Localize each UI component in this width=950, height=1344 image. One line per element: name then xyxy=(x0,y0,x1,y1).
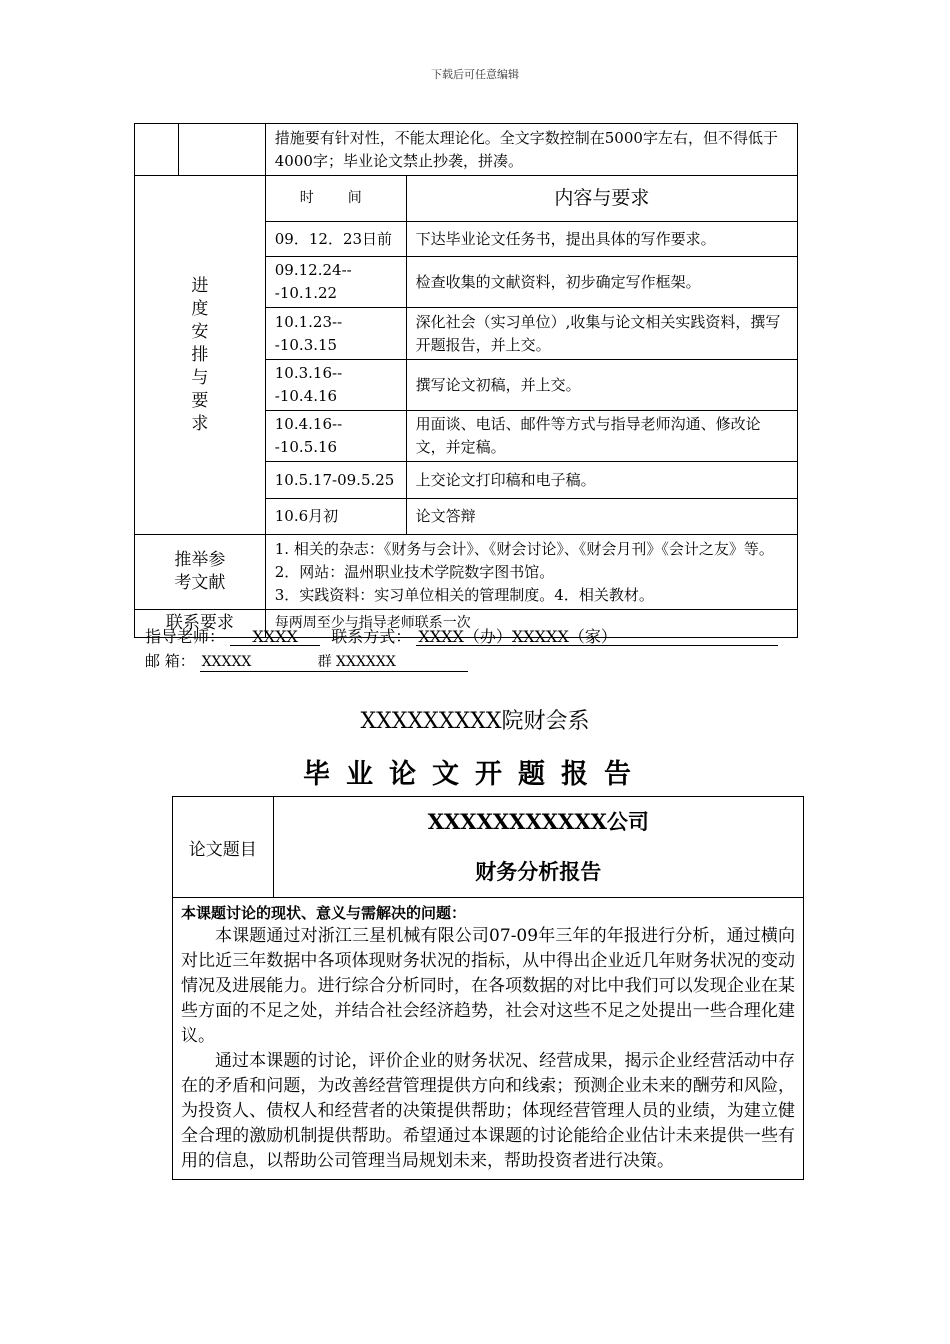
paragraph: 本课题通过对浙江三星机械有限公司07-09年三年的年报进行分析，通过横向对比近三年数据中各项体现财务状况的指标，从中得出企业近几年财务状况的变动情况及进展能力。进行综合分析同时，在各项数据的对比中我们可以发现企业在某些方面的不足之处，并结合社会经济趋势，社会对这些不足之处提出一些合理化建议。 xyxy=(181,926,795,1046)
schedule-time: 10.4.16---10.5.16 xyxy=(265,411,406,462)
proposal-table xyxy=(172,796,804,1180)
section-heading: 本课题讨论的现状、意义与需解决的问题： xyxy=(181,904,467,922)
schedule-content: 论文答辩 xyxy=(406,499,797,535)
content-header: 内容与要求 xyxy=(406,176,797,222)
references-content: 1. 相关的杂志：《财务与会计》、《财会讨论》、《财会月刊》《会计之友》等。2．网站：温州职业技术学院数字图书馆。 3．实践资料：实习单位相关的管理制度。4．相关教材。 xyxy=(265,535,797,610)
references-label: 推举参 考文献 xyxy=(135,535,266,610)
qq-group: 群 XXXXXX xyxy=(316,654,468,672)
empty-cell xyxy=(178,124,265,176)
contact-requirement-value: 每两周至少与指导老师联系一次 xyxy=(265,610,797,638)
schedule-header-row xyxy=(135,176,798,222)
email-label: 邮 箱： xyxy=(145,652,195,670)
schedule-time: 10.6月初 xyxy=(265,499,406,535)
schedule-time: 09.12.24---10.1.22 xyxy=(265,257,406,308)
schedule-time: 10.5.17-09.5.25 xyxy=(265,462,406,499)
topic-row xyxy=(173,797,804,898)
paragraph: 通过本课题的讨论，评价企业的财务状况、经营成果，揭示企业经营活动中存在的矛盾和问题，为改善经营管理提供方向和线索；预测企业未来的酬劳和风险，为投资人、债权人和经营者的决策提供帮助；体现经营管理人员的业绩，为建立健全合理的激励机制提供帮助。希望通过本课题的讨论能给企业估计未来提供一些有用的信息，以帮助公司管理当局规划未来，帮助投资者进行决策。 xyxy=(181,1051,795,1171)
contact-requirement-label: 联系要求 xyxy=(135,610,266,638)
note-row xyxy=(135,124,798,176)
progress-label: 进 度 安 排 与 要 求 xyxy=(135,176,266,535)
time-header: 时 间 xyxy=(265,176,406,222)
schedule-content: 下达毕业论文任务书，提出具体的写作要求。 xyxy=(406,222,797,257)
advisor-label: 指导老师： xyxy=(145,627,226,646)
department-title: XXXXXXXXX院财会系 xyxy=(360,709,590,734)
email-line xyxy=(145,650,468,672)
topic-label: 论文题目 xyxy=(173,797,274,898)
advisor-value: XXXX xyxy=(230,628,320,646)
references-row xyxy=(135,535,798,610)
contact-label: 联系方式： xyxy=(331,627,412,646)
schedule-time: 10.1.23---10.3.15 xyxy=(265,308,406,360)
schedule-content: 撰写论文初稿，并上交。 xyxy=(406,360,797,411)
body-row xyxy=(173,898,804,1180)
schedule-time: 09．12．23日前 xyxy=(265,222,406,257)
topic-value: XXXXXXXXXXX公司 财务分析报告 xyxy=(273,797,803,898)
advisor-line xyxy=(145,624,778,647)
email-value: XXXXX xyxy=(200,654,316,672)
requirements-note: 措施要有针对性，不能太理论化。全文字数控制在5000字左右，但不得低于4000字；毕业论文禁止抄袭，拼凑。 xyxy=(265,124,797,176)
schedule-time: 10.3.16---10.4.16 xyxy=(265,360,406,411)
contact-value: XXXX（办）XXXXX（家） xyxy=(416,628,778,646)
schedule-content: 用面谈、电话、邮件等方式与指导老师沟通、修改论文，并定稿。 xyxy=(406,411,797,462)
header-note: 下载后可任意编辑 xyxy=(431,68,519,81)
empty-cell xyxy=(135,124,179,176)
report-title: 毕业论文开题报告 xyxy=(303,759,647,790)
schedule-content: 深化社会（实习单位）,收集与论文相关实践资料，撰写开题报告，并上交。 xyxy=(406,308,797,360)
schedule-table xyxy=(134,123,798,638)
schedule-content: 检查收集的文献资料，初步确定写作框架。 xyxy=(406,257,797,308)
proposal-body xyxy=(173,898,804,1180)
schedule-content: 上交论文打印稿和电子稿。 xyxy=(406,462,797,499)
